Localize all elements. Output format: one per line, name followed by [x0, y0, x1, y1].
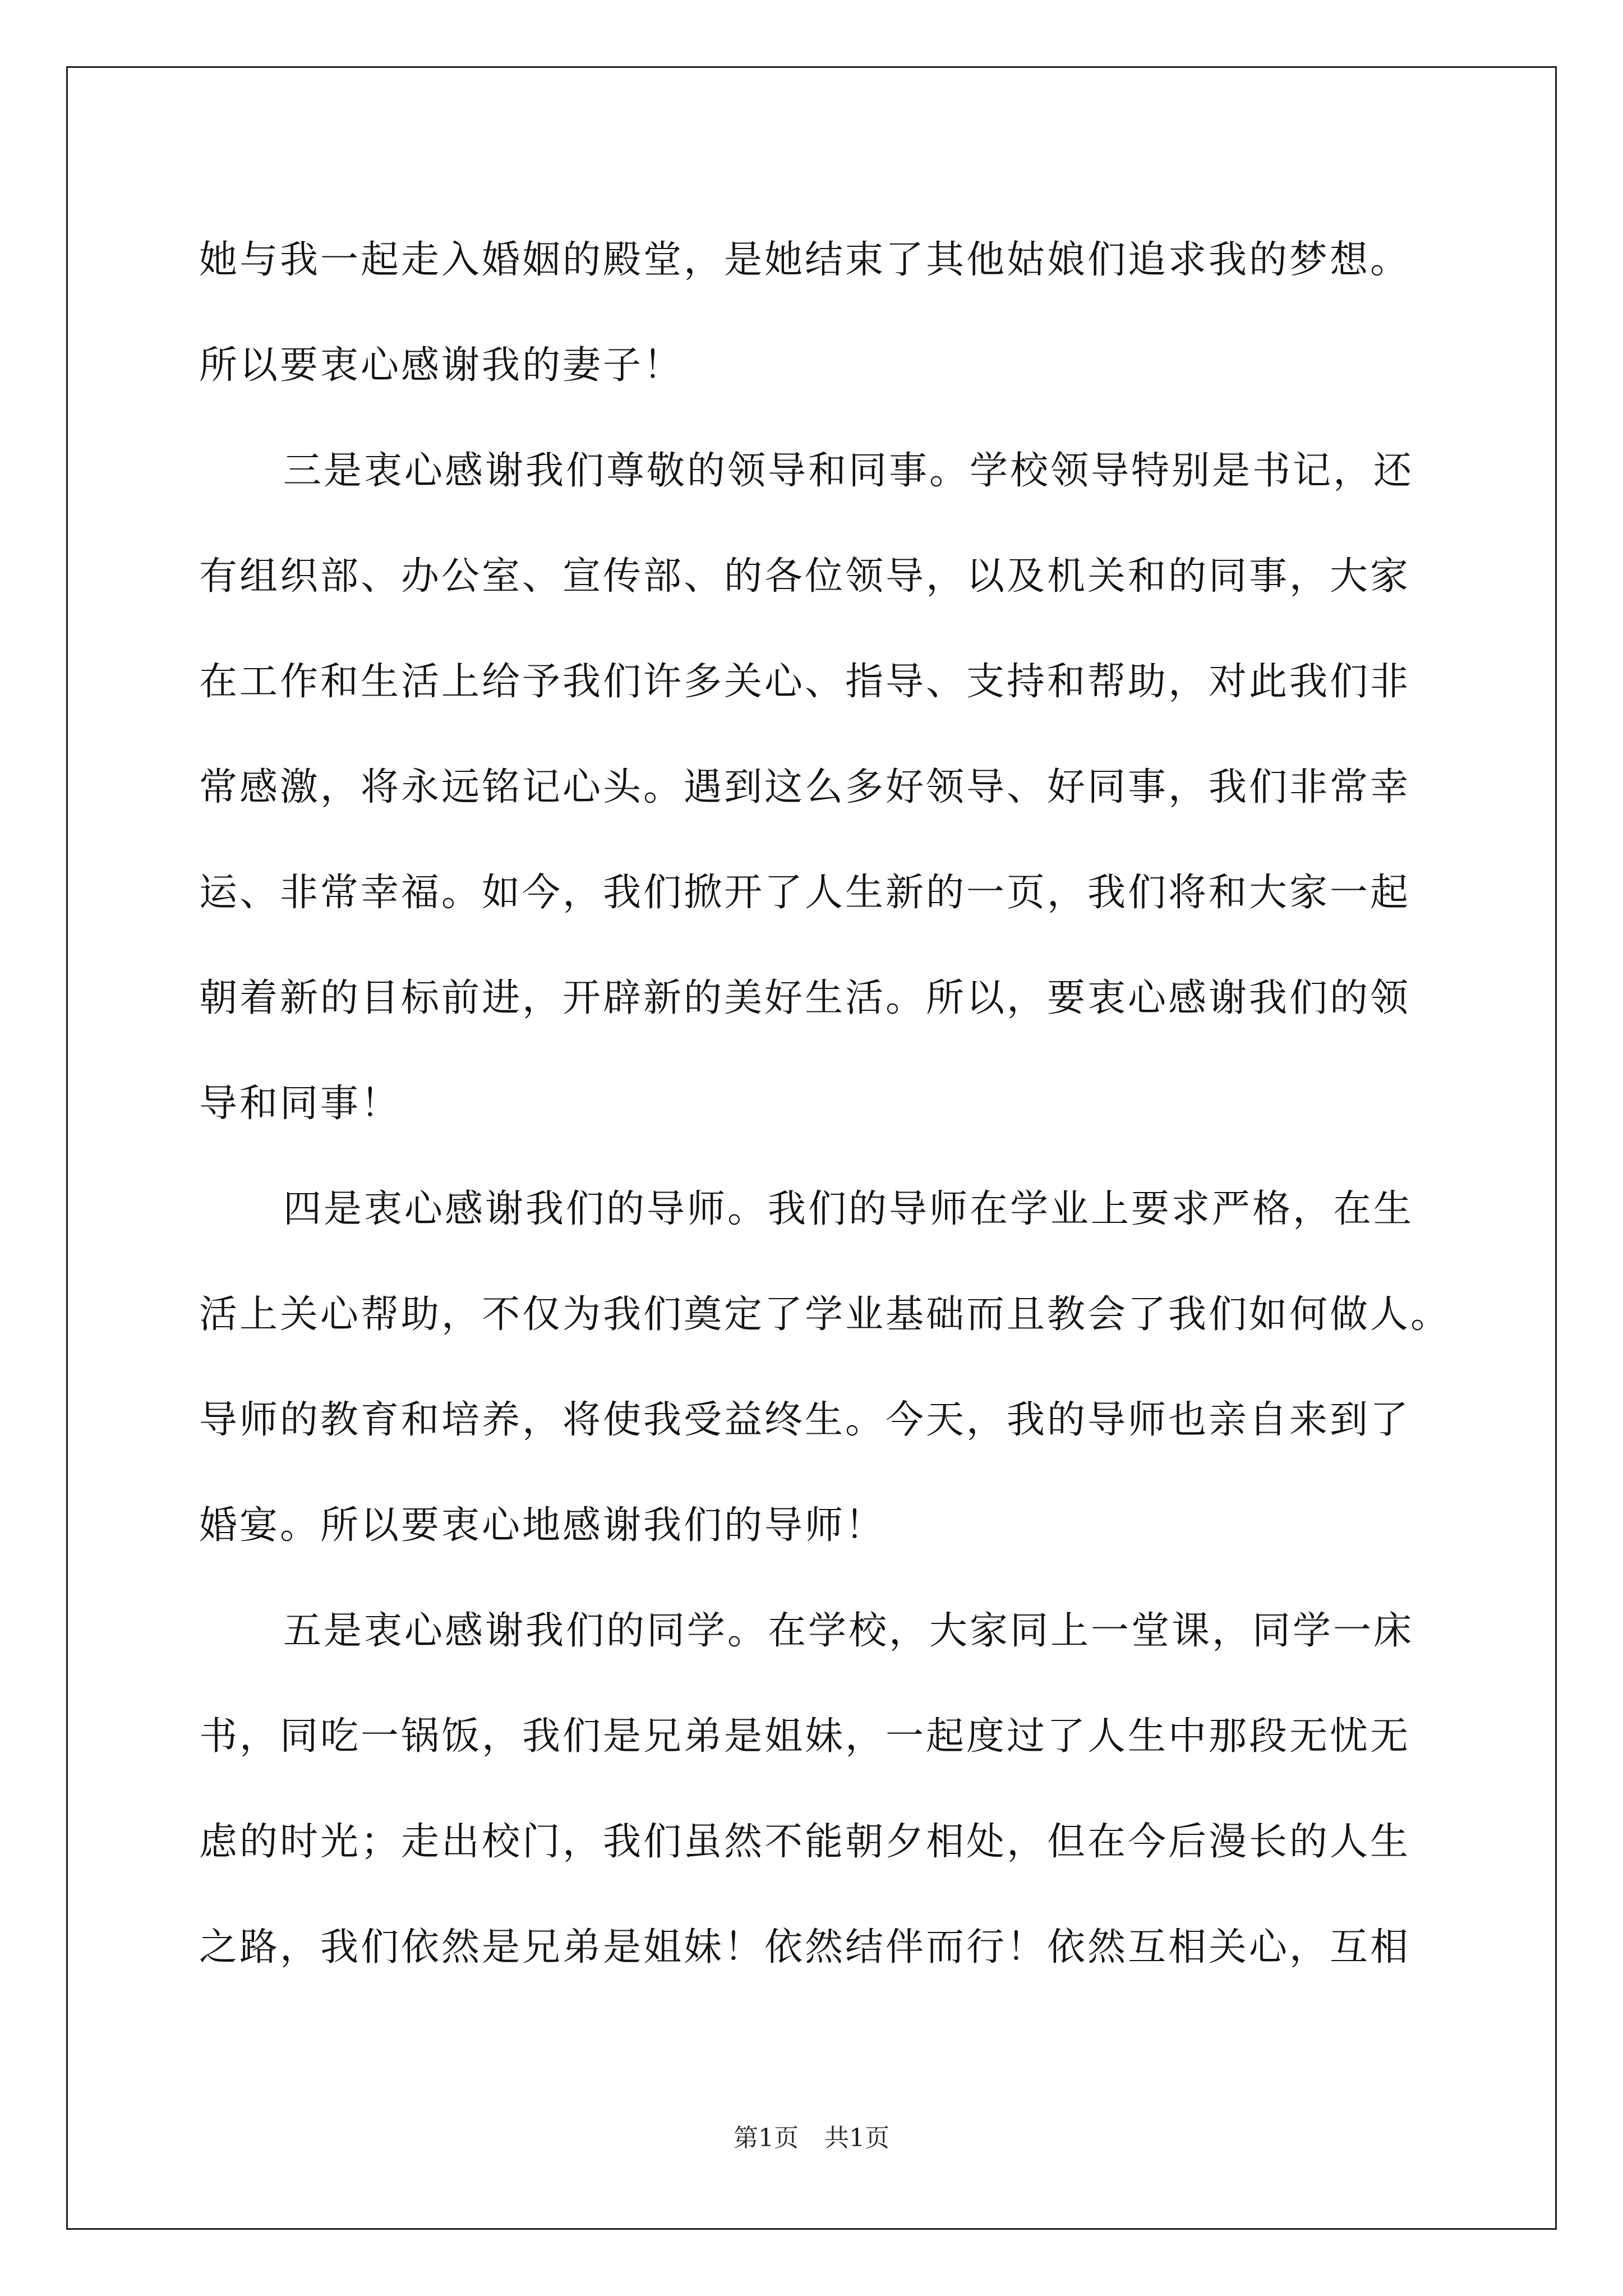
paragraph	[199, 208, 1427, 418]
document-body	[199, 208, 1451, 2000]
text-line: 常感激，将永远铭记心头。遇到这么多好领导、好同事，我们非常幸	[199, 765, 1411, 809]
paragraph	[199, 418, 1427, 1157]
text-line: 婚宴。所以要衷心地感谢我们的导师！	[199, 1503, 886, 1548]
text-line: 所以要衷心感谢我的妻子！	[199, 343, 684, 388]
text-line: 有组织部、办公室、宣传部、的各位领导，以及机关和的同事，大家	[199, 554, 1411, 599]
text-line: 五是衷心感谢我们的同学。在学校，大家同上一堂课，同学一床	[283, 1609, 1414, 1653]
text-line: 虑的时光；走出校门，我们虽然不能朝夕相处，但在今后漫长的人生	[199, 1820, 1411, 1864]
text-line: 她与我一起走入婚姻的殿堂，是她结束了其他姑娘们追求我的梦想。	[199, 238, 1411, 282]
paragraph	[199, 1579, 1427, 2000]
text-line: 四是衷心感谢我们的导师。我们的导师在学业上要求严格，在生	[283, 1187, 1414, 1231]
text-line: 导和同事！	[199, 1082, 402, 1126]
page-footer	[0, 2118, 1623, 2154]
page-number: 第1页	[734, 2124, 799, 2152]
text-line: 导师的教育和培养，将使我受益终生。今天，我的导师也亲自来到了	[199, 1398, 1411, 1442]
page-total: 共1页	[824, 2124, 889, 2152]
text-line: 运、非常幸福。如今，我们掀开了人生新的一页，我们将和大家一起	[199, 871, 1411, 915]
text-line: 活上关心帮助，不仅为我们奠定了学业基础而且教会了我们如何做人。	[199, 1292, 1451, 1337]
text-line: 朝着新的目标前进，开辟新的美好生活。所以，要衷心感谢我们的领	[199, 976, 1411, 1020]
text-line: 书，同吃一锅饭，我们是兄弟是姐妹，一起度过了人生中那段无忧无	[199, 1714, 1411, 1759]
paragraph	[199, 1157, 1451, 1579]
text-line: 三是衷心感谢我们尊敬的领导和同事。学校领导特别是书记，还	[283, 449, 1414, 493]
text-line: 在工作和生活上给予我们许多关心、指导、支持和帮助，对此我们非	[199, 660, 1411, 704]
text-line: 之路，我们依然是兄弟是姐妹！依然结伴而行！依然互相关心，互相	[199, 1925, 1411, 1970]
